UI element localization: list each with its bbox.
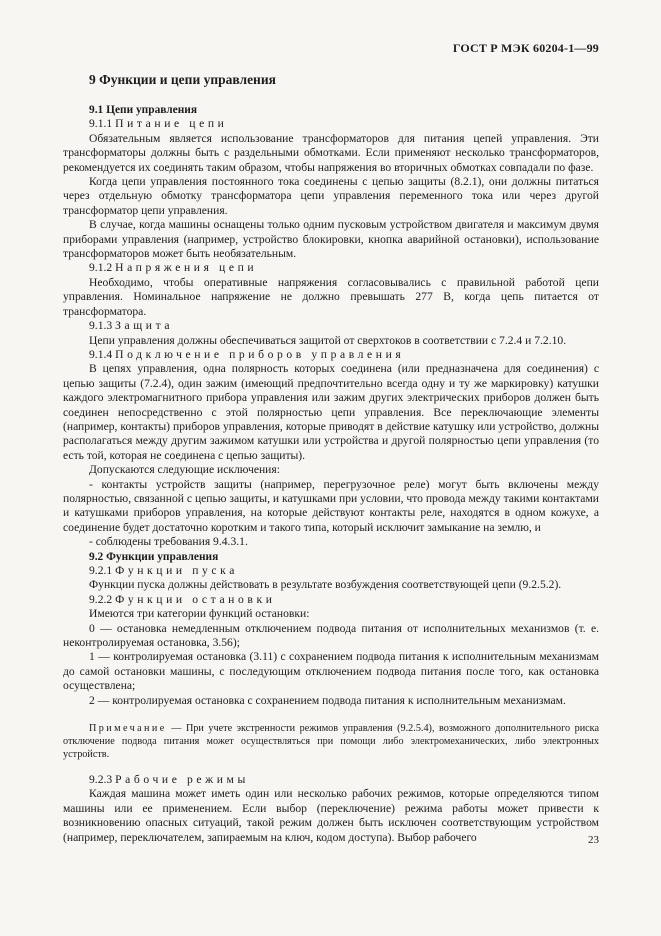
clause-heading-9-1-2 — [63, 261, 599, 275]
clause-title: Напряжения цепи — [115, 261, 258, 275]
section-title: 9 Функции и цепи управления — [89, 72, 276, 87]
clause-heading-9-1-1 — [63, 117, 599, 131]
page-number: 23 — [588, 834, 599, 846]
clause-title: Рабочие режимы — [115, 773, 249, 787]
clause-heading-9-1-4 — [63, 348, 599, 362]
clause-number: 9.2.1 — [89, 564, 113, 577]
clause-number: 9.1.2 — [89, 261, 113, 275]
document-header: ГОСТ Р МЭК 60204-1—99 — [452, 41, 599, 55]
paragraph: 2 — контролируемая остановка с сохранением подвода питания к исполнительным механизмам. — [89, 693, 566, 707]
clause-heading-9-2-2 — [63, 593, 599, 607]
clause-number: 9.2.2 — [89, 592, 113, 606]
clause-title: Подключение приборов управления — [115, 347, 405, 361]
document-body — [63, 71, 599, 845]
note-text: — При учете экстренности режимов управления (9.2.5.4), возможного дополнительного риска отключение подвода питания может осуществляться при помощи либо электромеханических, либо электронных устройств. — [63, 723, 599, 761]
paragraph: - контакты устройств защиты (например, перегрузочное реле) могут быть включены между полярностью, связанной с цепью защиты, и катушками при условии, что провода между такими контактами и катушками приборов управления, на которые действуют контакты реле, находятся в одном кожухе, а соединение будет достаточно коротким и такого типа, который исключит замыкание на землю, и — [63, 477, 599, 534]
paragraph: Допускаются следующие исключения: — [89, 463, 280, 477]
clause-number: 9.2.3 — [89, 773, 113, 787]
clause-heading-9-2-1 — [63, 564, 599, 578]
clause-number: 9.1.1 — [89, 117, 113, 131]
note — [63, 722, 599, 761]
paragraph: Каждая машина может иметь один или несколько рабочих режимов, которые определяются типом машины или ее применением. Если выбор (переключение) режима работы может привести к возникновению опасных ситуаций, такой режим должен быть исключен соответствующим устройством (например, переключателем, запираемым на ключ, кодом доступа). Выбор рабочего — [63, 787, 599, 844]
paragraph: Имеются три категории функций остановки: — [89, 607, 310, 621]
clause-number: 9.1.4 — [89, 347, 113, 361]
paragraph: Необходимо, чтобы оперативные напряжения согласовывались с правильной работой цепи управления. Номинальное напряжение не должно превышать 277 В, когда цепь питается от трансформатора. — [63, 275, 599, 318]
paragraph: Обязательным является использование трансформаторов для питания цепей управления. Эти трансформаторы должны быть с раздельными обмотками. Если применяют несколько трансформаторов, рекомендуется их соединять таким образом, чтобы напряжения во вторичных обмотках совпадали по фазе. — [63, 131, 599, 174]
clause-title: Функции пуска — [115, 564, 238, 577]
clause-title: Функции остановки — [115, 592, 276, 606]
paragraph: Цепи управления должны обеспечиваться защитой от сверхтоков в соответствии с 7.2.4 и 7.2.10. — [89, 333, 567, 347]
subsection-title-9-2: 9.2 Функции управления — [89, 550, 219, 563]
paragraph: 0 — остановка немедленным отключением подвода питания от исполнительных механизмов (т. е. неконтролируемая остановка, 3.56); — [63, 621, 599, 650]
clause-heading-9-2-3 — [63, 773, 599, 787]
clause-title: Питание цепи — [115, 117, 228, 131]
paragraph: В случае, когда машины оснащены только одним пусковым устройством двигателя и максимум двумя приборами управления (например, устройство блокировки, кнопка аварийной остановки), использование трансформаторов может быть необязательным. — [63, 218, 599, 261]
paragraph: Когда цепи управления постоянного тока соединены с цепью защиты (8.2.1), они должны питаться через отдельную обмотку трансформатора цепи управления переменного тока или через другой трансформатор цепи управления. — [63, 175, 599, 217]
paragraph: - соблюдены требования 9.4.3.1. — [89, 535, 248, 549]
clause-heading-9-1-3 — [63, 319, 599, 333]
paragraph: Функции пуска должны действовать в результате возбуждения соответствующей цепи (9.2.5.2). — [89, 578, 562, 592]
clause-number: 9.1.3 — [89, 319, 113, 333]
subsection-title-9-1: 9.1 Цепи управления — [89, 104, 197, 116]
paragraph: В цепях управления, одна полярность которых соединена (или предназначена для соединения) с цепью защиты (7.2.4), один зажим (имеющий предпочтительно всегда одну и ту же маркировку) катушки каждого электромагнитного прибора управления или зажим других электрических приборов должен быть соединен непосредственно с этой полярностью цепи управления. Все переключающие элементы (например, контакты) приборов управления, которые приводят в действие катушку или устройство, должны располагаться между другим зажимом катушки или устройства и другой полярностью цепи управления (то есть той, которая не соединена с цепью защиты). — [63, 362, 599, 462]
paragraph: 1 — контролируемая остановка (3.11) с сохранением подвода питания к исполнительным механизмам до самой остановки машины, с последующим отключением подвода питания после того, как остановка осуществлена; — [63, 650, 599, 693]
clause-title: Защита — [115, 319, 174, 333]
note-label: Примечание — [89, 723, 167, 735]
